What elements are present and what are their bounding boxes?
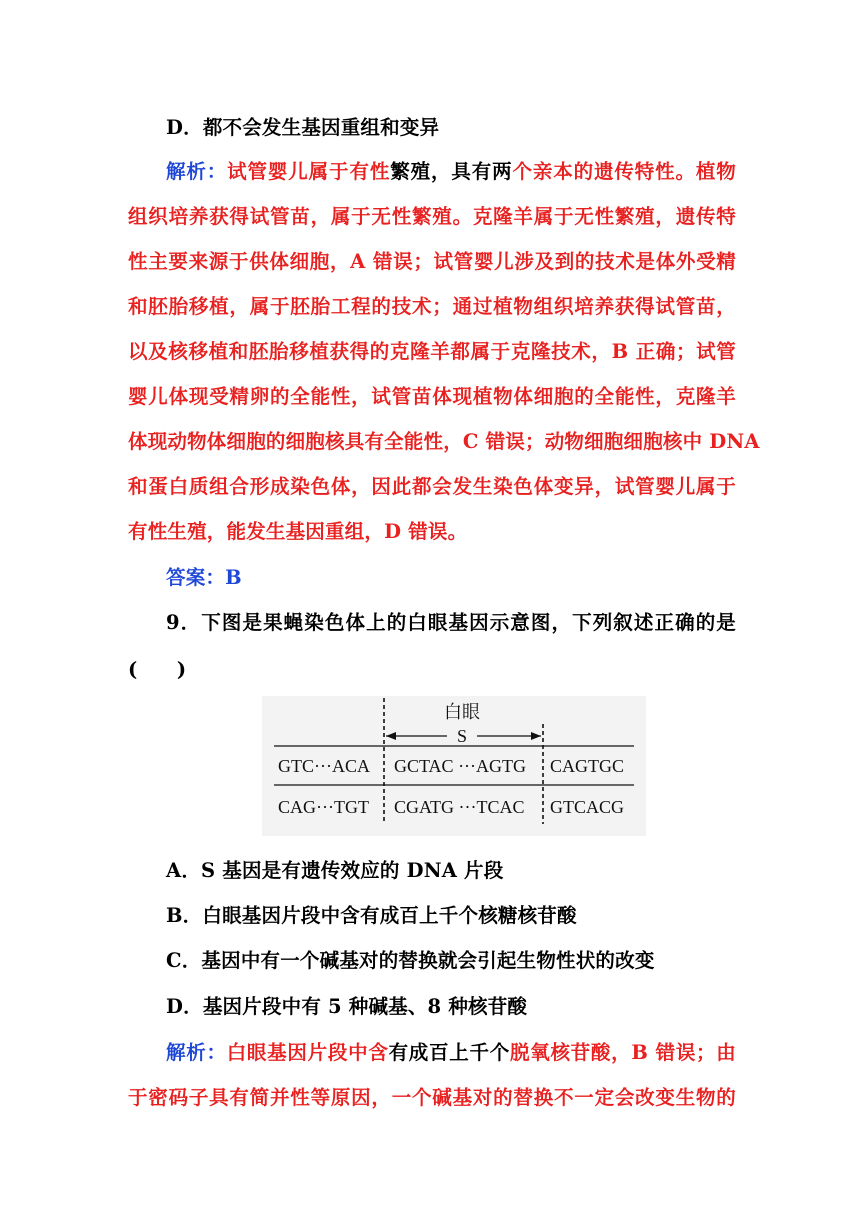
- bottom-strand-gene: CGATG ···TCAC: [394, 797, 525, 817]
- option-text: 白眼基因片段中含有成百上千个核糖核苷酸: [202, 904, 577, 927]
- option-label: D．: [166, 116, 203, 139]
- top-strand-right: CAGTGC: [550, 756, 625, 776]
- segment-label: S: [456, 726, 468, 746]
- analysis-line-1: 解析：试管婴儿属于有性繁殖，具有两个亲本的遗传特性。植物: [166, 160, 737, 183]
- analysis2-line-1: 解析：白眼基因片段中含有成百上千个脱氧核苷酸，B 错误；由: [166, 1041, 736, 1064]
- option-text: 都不会发生基因重组和变异: [202, 116, 440, 139]
- option-text: S 基因是有遗传效应的 DNA 片段: [201, 859, 504, 882]
- arrowhead-left: [386, 732, 396, 740]
- question-9-stem: [166, 609, 736, 637]
- question-number: 9．: [166, 611, 202, 634]
- question-text: 下图是果蝇染色体上的白眼基因示意图，下列叙述正确的是: [201, 611, 737, 634]
- analysis-line-3: 性主要来源于供体细胞，A 错误；试管婴儿涉及到的技术是体外受精: [128, 250, 736, 273]
- bottom-strand-left: CAG···TGT: [278, 797, 369, 817]
- top-strand-left: GTC···ACA: [278, 756, 370, 776]
- option-b: [166, 902, 736, 930]
- gene-diagram-svg: [262, 696, 646, 836]
- option-d-previous: [166, 114, 736, 142]
- analysis-label: 解析：: [166, 1041, 227, 1064]
- option-label: B．: [166, 904, 203, 927]
- option-label: D．: [166, 995, 203, 1018]
- analysis-line-9: 有性生殖，能发生基因重组，D 错误。: [128, 520, 468, 543]
- option-a: [166, 857, 736, 885]
- analysis-line-4: 和胚胎移植，属于胚胎工程的技术；通过植物组织培养获得试管苗，: [128, 295, 736, 318]
- answer-label: 答案：: [166, 566, 226, 589]
- analysis-line-5: 以及核移植和胚胎移植获得的克隆羊都属于克隆技术，B 正确；试管: [128, 340, 736, 363]
- analysis-label: 解析：: [166, 160, 228, 183]
- answer-value: B: [225, 566, 242, 589]
- option-label: C．: [166, 949, 202, 972]
- option-text: 基因片段中有 5 种碱基、8 种核苷酸: [202, 995, 528, 1018]
- analysis-line-2: 组织培养获得试管苗，属于无性繁殖。克隆羊属于无性繁殖，遗传特: [128, 205, 736, 228]
- gene-label: 白眼: [444, 702, 480, 722]
- gene-diagram: [262, 696, 646, 836]
- analysis-line-7: 体现动物体细胞的细胞核具有全能性，C 错误；动物细胞细胞核中 DNA: [128, 430, 760, 453]
- analysis2-line-2: 于密码子具有简并性等原因，一个碱基对的替换不一定会改变生物的: [128, 1086, 736, 1109]
- bottom-strand-right: GTCACG: [550, 797, 625, 817]
- option-d: [166, 993, 736, 1021]
- option-label: A．: [166, 859, 202, 882]
- option-c: [166, 947, 736, 975]
- option-text: 基因中有一个碱基对的替换就会引起生物性状的改变: [201, 949, 655, 972]
- answer: [166, 564, 736, 592]
- top-strand-gene: GCTAC ···AGTG: [394, 756, 527, 776]
- arrowhead-right: [531, 732, 541, 740]
- question-9-paren: ( ): [128, 658, 187, 681]
- analysis-line-6: 婴儿体现受精卵的全能性，试管苗体现植物体细胞的全能性，克隆羊: [128, 385, 736, 408]
- analysis-line-8: 和蛋白质组合形成染色体，因此都会发生染色体变异，试管婴儿属于: [128, 475, 736, 498]
